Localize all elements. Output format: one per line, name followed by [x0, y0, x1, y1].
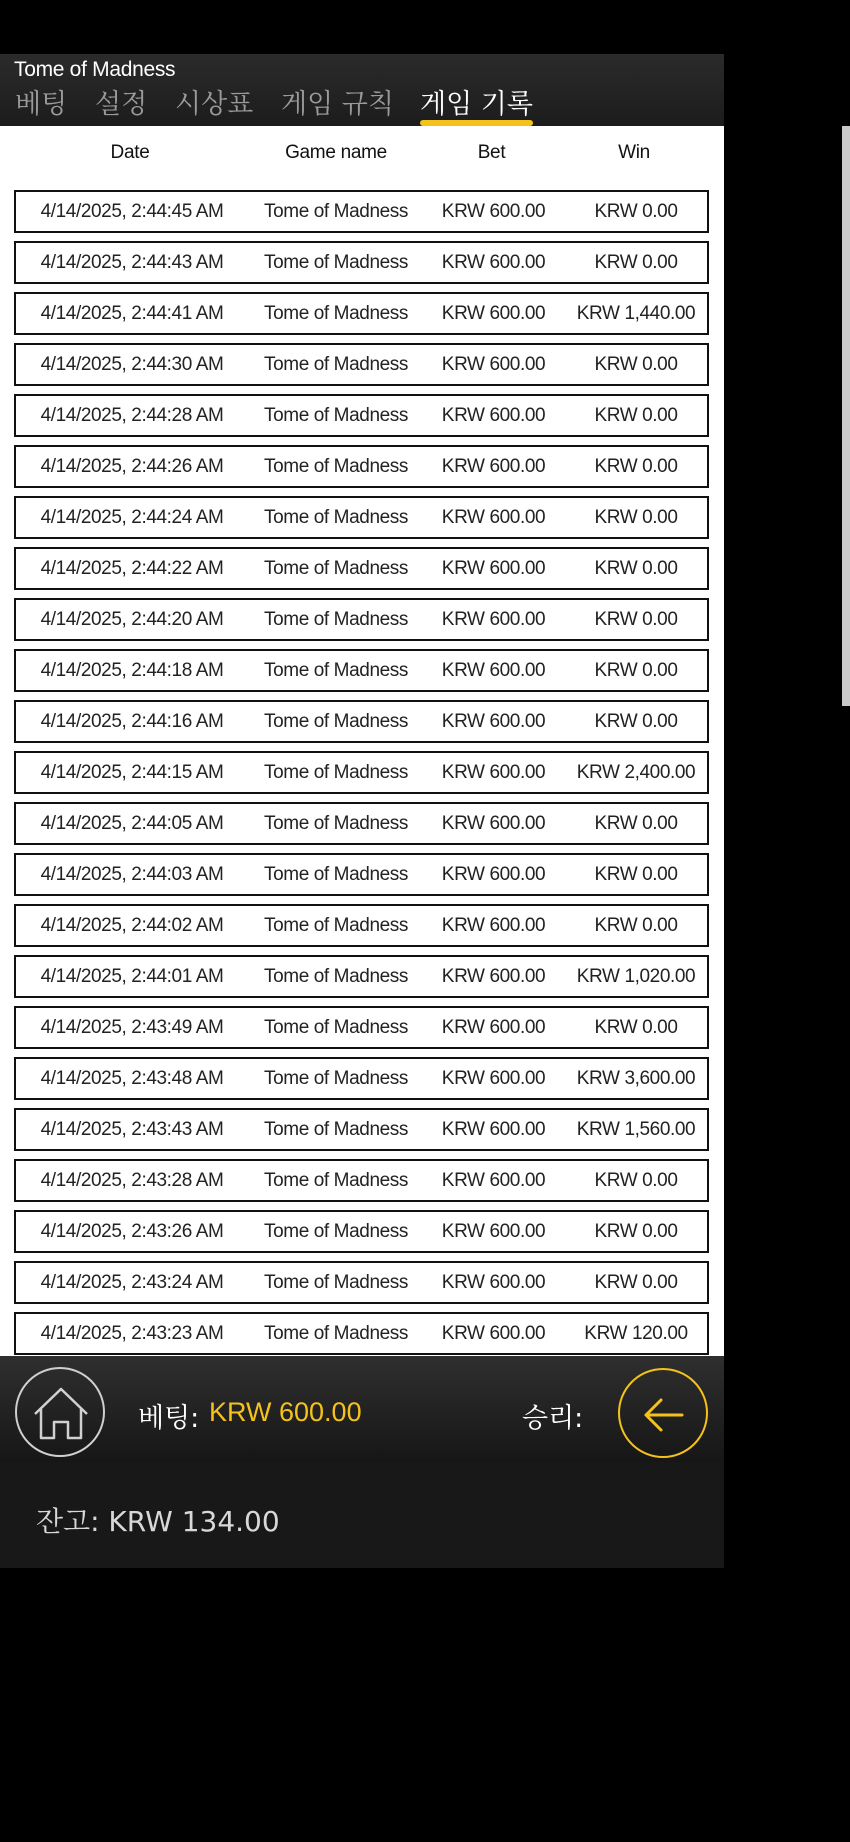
table-row[interactable] — [14, 496, 709, 539]
cell-win: KRW 0.00 — [594, 1221, 678, 1242]
table-row[interactable] — [14, 1108, 709, 1151]
scrollbar[interactable] — [842, 126, 850, 706]
cell-date: 4/14/2025, 2:44:43 AM — [40, 252, 224, 273]
cell-date: 4/14/2025, 2:44:28 AM — [40, 405, 224, 426]
cell-game-name: Tome of Madness — [264, 1119, 408, 1140]
cell-game-name: Tome of Madness — [264, 660, 408, 681]
cell-date: 4/14/2025, 2:44:03 AM — [40, 864, 224, 885]
cell-game-name: Tome of Madness — [264, 252, 408, 273]
cell-bet: KRW 600.00 — [441, 303, 546, 324]
cell-win: KRW 0.00 — [594, 1272, 678, 1293]
cell-win: KRW 0.00 — [594, 252, 678, 273]
cell-win: KRW 1,440.00 — [576, 303, 696, 324]
cell-bet: KRW 600.00 — [441, 1017, 546, 1038]
table-row[interactable] — [14, 955, 709, 998]
cell-win: KRW 0.00 — [594, 1170, 678, 1191]
cell-bet: KRW 600.00 — [441, 507, 546, 528]
cell-game-name: Tome of Madness — [264, 1017, 408, 1038]
tab-settings[interactable]: 설정 — [95, 89, 148, 120]
cell-game-name: Tome of Madness — [264, 966, 408, 987]
cell-game-name: Tome of Madness — [264, 711, 408, 732]
tab-game-history[interactable]: 게임 기록 — [420, 89, 533, 120]
cell-date: 4/14/2025, 2:43:48 AM — [40, 1068, 224, 1089]
bottom-bar — [0, 1356, 724, 1462]
tab-game-rules[interactable]: 게임 규칙 — [281, 89, 394, 120]
game-title: Tome of Madness — [14, 58, 176, 81]
cell-bet: KRW 600.00 — [441, 813, 546, 834]
column-header-bet: Bet — [477, 142, 506, 163]
table-row[interactable] — [14, 802, 709, 845]
table-row[interactable] — [14, 1006, 709, 1049]
tab-bar — [0, 88, 724, 126]
cell-bet: KRW 600.00 — [441, 1323, 546, 1344]
cell-win: KRW 0.00 — [594, 660, 678, 681]
cell-win: KRW 0.00 — [594, 507, 678, 528]
cell-game-name: Tome of Madness — [264, 1221, 408, 1242]
history-table — [0, 126, 724, 1356]
cell-date: 4/14/2025, 2:44:22 AM — [40, 558, 224, 579]
cell-win: KRW 0.00 — [594, 354, 678, 375]
status-area — [0, 0, 724, 54]
cell-bet: KRW 600.00 — [441, 864, 546, 885]
cell-date: 4/14/2025, 2:44:24 AM — [40, 507, 224, 528]
cell-bet: KRW 600.00 — [441, 354, 546, 375]
cell-game-name: Tome of Madness — [264, 354, 408, 375]
cell-win: KRW 1,560.00 — [576, 1119, 696, 1140]
cell-bet: KRW 600.00 — [441, 405, 546, 426]
cell-win: KRW 0.00 — [594, 201, 678, 222]
cell-win: KRW 0.00 — [594, 1017, 678, 1038]
cell-bet: KRW 600.00 — [441, 1119, 546, 1140]
column-header-game-name: Game name — [285, 142, 387, 163]
cell-date: 4/14/2025, 2:43:49 AM — [40, 1017, 224, 1038]
cell-win: KRW 0.00 — [594, 813, 678, 834]
cell-date: 4/14/2025, 2:43:24 AM — [40, 1272, 224, 1293]
cell-date: 4/14/2025, 2:43:28 AM — [40, 1170, 224, 1191]
cell-bet: KRW 600.00 — [441, 609, 546, 630]
table-row[interactable] — [14, 445, 709, 488]
table-row[interactable] — [14, 343, 709, 386]
cell-date: 4/14/2025, 2:44:16 AM — [40, 711, 224, 732]
table-row[interactable] — [14, 649, 709, 692]
cell-bet: KRW 600.00 — [441, 252, 546, 273]
table-row[interactable] — [14, 1057, 709, 1100]
tab-paytable[interactable]: 시상표 — [175, 89, 254, 120]
table-row[interactable] — [14, 904, 709, 947]
header — [0, 54, 724, 126]
bet-value: KRW 600.00 — [209, 1397, 362, 1427]
cell-game-name: Tome of Madness — [264, 558, 408, 579]
cell-game-name: Tome of Madness — [264, 762, 408, 783]
table-row[interactable] — [14, 241, 709, 284]
cell-date: 4/14/2025, 2:43:43 AM — [40, 1119, 224, 1140]
cell-date: 4/14/2025, 2:43:26 AM — [40, 1221, 224, 1242]
table-row[interactable] — [14, 598, 709, 641]
cell-game-name: Tome of Madness — [264, 1323, 408, 1344]
balance-area — [0, 1462, 724, 1568]
cell-win: KRW 1,020.00 — [576, 966, 696, 987]
cell-bet: KRW 600.00 — [441, 1221, 546, 1242]
column-header-date: Date — [110, 142, 150, 163]
cell-bet: KRW 600.00 — [441, 966, 546, 987]
table-row[interactable] — [14, 853, 709, 896]
cell-win: KRW 0.00 — [594, 609, 678, 630]
cell-game-name: Tome of Madness — [264, 609, 408, 630]
cell-game-name: Tome of Madness — [264, 813, 408, 834]
cell-win: KRW 0.00 — [594, 456, 678, 477]
cell-game-name: Tome of Madness — [264, 1170, 408, 1191]
cell-date: 4/14/2025, 2:44:02 AM — [40, 915, 224, 936]
cell-game-name: Tome of Madness — [264, 201, 408, 222]
table-row[interactable] — [14, 190, 709, 233]
cell-bet: KRW 600.00 — [441, 915, 546, 936]
table-row[interactable] — [14, 1261, 709, 1304]
cell-game-name: Tome of Madness — [264, 1068, 408, 1089]
cell-date: 4/14/2025, 2:44:05 AM — [40, 813, 224, 834]
cell-win: KRW 0.00 — [594, 915, 678, 936]
cell-date: 4/14/2025, 2:43:23 AM — [40, 1323, 224, 1344]
cell-win: KRW 0.00 — [594, 405, 678, 426]
table-row[interactable] — [14, 394, 709, 437]
cell-bet: KRW 600.00 — [441, 1272, 546, 1293]
cell-game-name: Tome of Madness — [264, 405, 408, 426]
cell-game-name: Tome of Madness — [264, 915, 408, 936]
cell-game-name: Tome of Madness — [264, 456, 408, 477]
balance-text: 잔고: KRW 134.00 — [36, 1505, 280, 1538]
cell-date: 4/14/2025, 2:44:30 AM — [40, 354, 224, 375]
cell-game-name: Tome of Madness — [264, 303, 408, 324]
table-row[interactable] — [14, 700, 709, 743]
table-row[interactable] — [14, 547, 709, 590]
cell-win: KRW 120.00 — [584, 1323, 688, 1344]
cell-game-name: Tome of Madness — [264, 864, 408, 885]
cell-bet: KRW 600.00 — [441, 711, 546, 732]
cell-date: 4/14/2025, 2:44:01 AM — [40, 966, 224, 987]
home-button[interactable] — [15, 1367, 105, 1457]
table-row[interactable] — [14, 1159, 709, 1202]
table-row[interactable] — [14, 1210, 709, 1253]
cell-bet: KRW 600.00 — [441, 660, 546, 681]
table-row[interactable] — [14, 751, 709, 794]
column-header-win: Win — [618, 142, 650, 163]
cell-bet: KRW 600.00 — [441, 1068, 546, 1089]
cell-date: 4/14/2025, 2:44:41 AM — [40, 303, 224, 324]
cell-win: KRW 0.00 — [594, 711, 678, 732]
cell-date: 4/14/2025, 2:44:15 AM — [40, 762, 224, 783]
cell-game-name: Tome of Madness — [264, 1272, 408, 1293]
bet-label: 베팅: — [138, 1403, 200, 1434]
cell-win: KRW 2,400.00 — [576, 762, 696, 783]
cell-date: 4/14/2025, 2:44:18 AM — [40, 660, 224, 681]
cell-date: 4/14/2025, 2:44:45 AM — [40, 201, 224, 222]
cell-date: 4/14/2025, 2:44:20 AM — [40, 609, 224, 630]
home-icon — [17, 1369, 107, 1459]
back-button[interactable] — [618, 1368, 708, 1458]
cell-bet: KRW 600.00 — [441, 201, 546, 222]
cell-bet: KRW 600.00 — [441, 762, 546, 783]
cell-win: KRW 0.00 — [594, 558, 678, 579]
tab-bet[interactable]: 베팅 — [15, 89, 68, 120]
cell-bet: KRW 600.00 — [441, 558, 546, 579]
cell-date: 4/14/2025, 2:44:26 AM — [40, 456, 224, 477]
arrow-left-icon — [620, 1370, 710, 1460]
cell-game-name: Tome of Madness — [264, 507, 408, 528]
table-row[interactable] — [14, 1312, 709, 1355]
table-row[interactable] — [14, 292, 709, 335]
win-label: 승리: — [522, 1403, 584, 1434]
cell-win: KRW 3,600.00 — [576, 1068, 696, 1089]
cell-bet: KRW 600.00 — [441, 456, 546, 477]
cell-win: KRW 0.00 — [594, 864, 678, 885]
cell-bet: KRW 600.00 — [441, 1170, 546, 1191]
